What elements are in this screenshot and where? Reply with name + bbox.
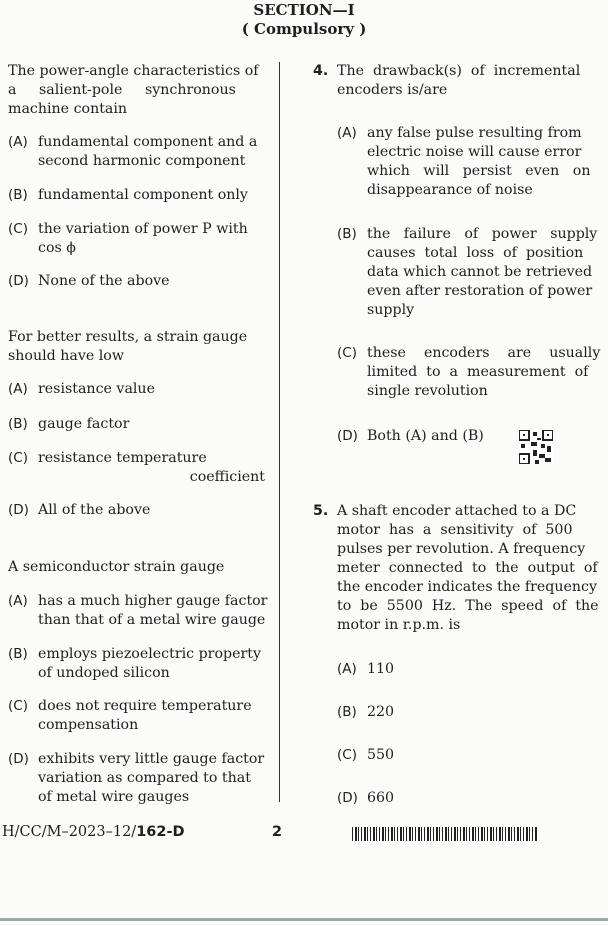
- paper-code: [2, 824, 185, 840]
- question-5-stem-line: motor has a sensitivity of 500: [337, 522, 573, 538]
- option-label: (C): [8, 698, 28, 714]
- option-label: (B): [337, 226, 357, 242]
- option-text: causes total loss of position: [367, 245, 584, 261]
- question-4-number: 4.: [313, 63, 329, 79]
- option-text: Both (A) and (B): [367, 428, 484, 444]
- question-1-stem-line: a salient-pole synchronous: [8, 82, 236, 98]
- question-3-option: [8, 645, 273, 683]
- page-number: 2: [272, 824, 283, 840]
- section-title: SECTION—I: [253, 1, 355, 19]
- barcode-icon: [352, 827, 537, 841]
- option-label: (C): [337, 345, 357, 361]
- option-text: cos ϕ: [38, 240, 76, 256]
- question-1-stem-line: machine contain: [8, 101, 128, 117]
- option-label: (A): [8, 593, 28, 609]
- question-3-option: [8, 750, 273, 807]
- question-3-stem: [8, 558, 270, 577]
- question-4-stem-line: encoders is/are: [337, 82, 448, 98]
- qr-code-icon: [519, 430, 553, 464]
- option-label: (A): [8, 381, 28, 397]
- option-label: (D): [337, 790, 358, 806]
- question-5-stem-line: meter connected to the output of: [337, 560, 598, 576]
- question-5-number: 5.: [313, 503, 329, 519]
- option-label: (D): [8, 502, 29, 518]
- option-text: fundamental component only: [38, 187, 248, 203]
- question-2-stem-line: For better results, a strain gauge: [8, 329, 248, 345]
- option-label: (A): [8, 134, 28, 150]
- option-text: of metal wire gauges: [38, 789, 190, 805]
- option-text: resistance temperature: [38, 450, 207, 466]
- option-label: (A): [337, 661, 357, 677]
- question-2-stem-line: should have low: [8, 348, 124, 364]
- question-1-stem-line: The power-angle characteristics of: [8, 63, 259, 79]
- question-5-stem-line: the encoder indicates the frequency: [337, 579, 598, 595]
- option-label: (D): [337, 428, 358, 444]
- question-4-stem: [337, 62, 599, 100]
- question-1-stem: [8, 62, 270, 119]
- question-4-option: [337, 124, 602, 200]
- option-text: variation as compared to that: [38, 770, 251, 786]
- question-2-stem: [8, 328, 270, 366]
- question-2-option: [8, 415, 273, 434]
- option-text: fundamental component and a: [38, 134, 258, 150]
- option-text: None of the above: [38, 273, 170, 289]
- question-5-stem-line: pulses per revolution. A frequency: [337, 541, 586, 557]
- option-text: second harmonic component: [38, 153, 246, 169]
- question-3-stem-line: A semiconductor strain gauge: [8, 559, 225, 575]
- option-text: these encoders are usually: [367, 345, 601, 361]
- question-5-stem-line: to be 5500 Hz. The speed of the: [337, 598, 599, 614]
- question-4-option: [337, 344, 602, 401]
- question-5-option: [337, 789, 602, 808]
- option-text: electric noise will cause error: [367, 144, 582, 160]
- option-text: has a much higher gauge factor: [38, 593, 268, 609]
- option-label: (D): [8, 751, 29, 767]
- option-text: does not require temperature: [38, 698, 252, 714]
- question-2-option: [8, 501, 273, 520]
- question-5-option: [337, 746, 602, 765]
- option-text: exhibits very little gauge factor: [38, 751, 265, 767]
- option-text: even after restoration of power: [367, 283, 593, 299]
- option-text: 550: [367, 747, 395, 763]
- question-4-option: [337, 427, 602, 446]
- option-text: coefficient: [189, 469, 265, 485]
- option-text: compensation: [38, 717, 139, 733]
- question-5-stem: [337, 502, 599, 635]
- option-text: 220: [367, 704, 395, 720]
- option-text: which will persist even on: [367, 163, 591, 179]
- option-text: the variation of power P with: [38, 221, 248, 237]
- option-label: (A): [337, 125, 357, 141]
- question-5-stem-line: motor in r.p.m. is: [337, 617, 461, 633]
- question-1-option: [8, 186, 273, 205]
- question-3-option: [8, 697, 273, 735]
- option-text: 660: [367, 790, 395, 806]
- option-label: (B): [8, 187, 28, 203]
- option-label: (C): [8, 221, 28, 237]
- question-2-option: [8, 380, 273, 399]
- option-label: (C): [8, 450, 28, 466]
- option-label: (D): [8, 273, 29, 289]
- question-2-option: [8, 449, 273, 487]
- question-1-option: [8, 220, 273, 258]
- option-text: any false pulse resulting from: [367, 125, 582, 141]
- question-5-option: [337, 660, 602, 679]
- question-1-option: [8, 272, 273, 291]
- paper-code-prefix: H/CC/M–2023–12/: [2, 824, 137, 840]
- question-4-stem-line: The drawback(s) of incremental: [337, 63, 581, 79]
- question-4-option: [337, 225, 602, 320]
- option-label: (B): [8, 416, 28, 432]
- option-label: (B): [337, 704, 357, 720]
- option-text: than that of a metal wire gauge: [38, 612, 266, 628]
- option-text: limited to a measurement of: [367, 364, 589, 380]
- paper-code-number: 162-D: [136, 824, 185, 840]
- section-subtitle: ( Compulsory ): [241, 20, 367, 38]
- option-text: All of the above: [38, 502, 151, 518]
- option-label: (C): [337, 747, 357, 763]
- option-label: (B): [8, 646, 28, 662]
- option-text: 110: [367, 661, 395, 677]
- option-text: supply: [367, 302, 415, 318]
- option-text: gauge factor: [38, 416, 130, 432]
- question-5-option: [337, 703, 602, 722]
- question-5-stem-line: A shaft encoder attached to a DC: [337, 503, 577, 519]
- option-text: employs piezoelectric property: [38, 646, 261, 662]
- option-text: disappearance of noise: [367, 182, 533, 198]
- column-divider: [279, 62, 280, 802]
- option-text: the failure of power supply: [367, 226, 598, 242]
- option-text: of undoped silicon: [38, 665, 170, 681]
- option-text: single revolution: [367, 383, 488, 399]
- option-text: data which cannot be retrieved: [367, 264, 593, 280]
- page-edge: [0, 918, 608, 921]
- question-1-option: [8, 133, 273, 171]
- question-3-option: [8, 592, 273, 630]
- option-text: resistance value: [38, 381, 155, 397]
